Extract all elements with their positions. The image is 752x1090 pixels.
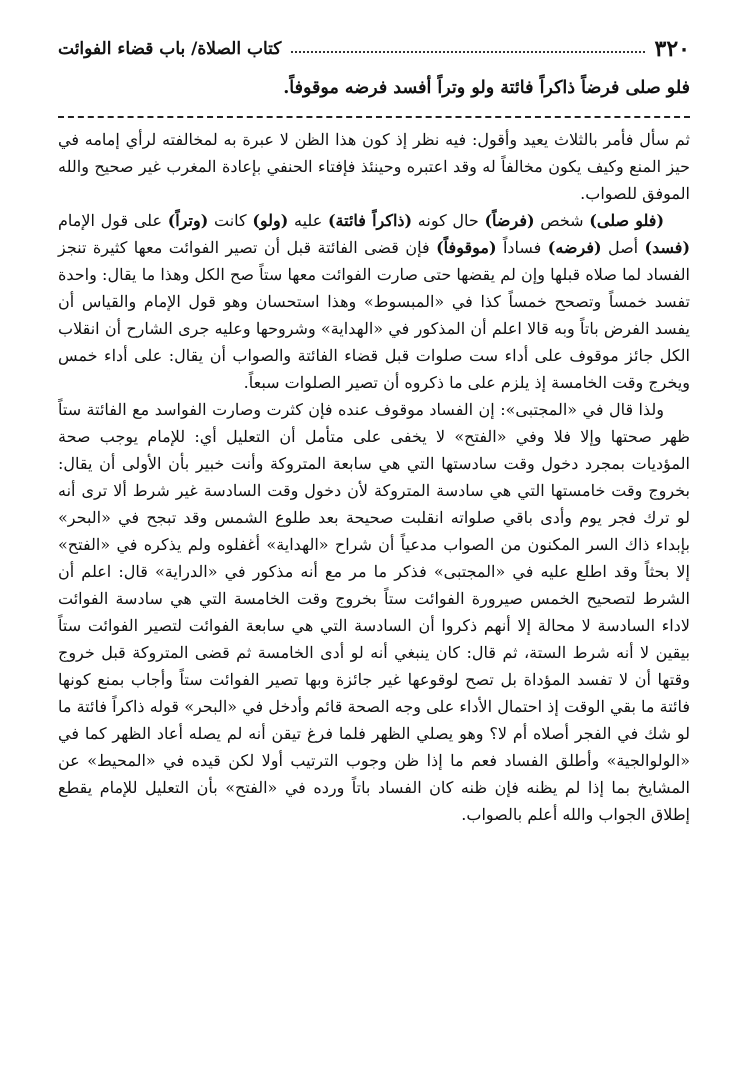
commentary-text: على قول الإمام (58, 211, 168, 230)
quoted-lemma: (موقوفاً) (436, 238, 497, 257)
quoted-lemma: (ذاكراً فائتة) (327, 211, 413, 230)
commentary-body (58, 126, 690, 828)
commentary-text: شخص (534, 211, 590, 230)
quoted-lemma: (وتراً) (167, 211, 209, 230)
dashed-separator (58, 116, 690, 118)
commentary-paragraph: ولذا قال في «المجتبى»: إن الفساد موقوف عنده فإن كثرت وصارت الفواسد مع الفائتة ستاً ظهر صحتها وإلا فلا وفي «الفتح» لا يخفى على متأمل أن التعليل أي: للإمام يوجب صحة المؤديات بمجرد دخول وقت سادستها التي هي سابعة المتروكة وأنت خبير بأن الأولى أن يقال: بخروج وقت خامستها التي هي سادسة المتروكة لأن دخول وقت السادسة غير شرط ألا ترى أنه لو ترك فجر يوم وأدى باقي صلواته انقلبت صحيحة بعد طلوع الشمس وقد تبجح في «البحر» بإبداء ذاك السر المكنون من الصواب مدعياً أن شراح «الهداية» أغفلوه ولم يذكره في «الفتح» إلا بحثاً وقد اطلع عليه في «المجتبى» فذكر ما مر مع أنه مذكور في «الدراية» قال: اعلم أن الشرط لتصحيح الخمس صيرورة الفوائت ستاً بخروج وقت الخامسة التي هي سادسة الفوائت لاداء السادسة لا محالة إلا أنهم ذكروا أن السادسة التي هي سابعة الفوائت لتصير الفوائت ستاً بيقين لا أنه شرط الستة، ثم قال: كان ينبغي أنه لو أدى الخامسة ثم قضى المتروكة قبل خروج وقتها أن لا تفسد المؤداة بل تصح لوقوعها غير جائزة وبها تصير الفوائت ستاً وأجاب بمنع كونها فائتة ما بقي الوقت إذ احتمال الأداء على وجه الصحة قائم وأدخل في «البحر» قوله ذاكراً فائتة ما لو شك في الفجر أصلاه أم لا؟ وهو يصلي الظهر فلما فرغ تيقن أنه لم يصله أعاد الظهر كما في «الولوالجية» وأطلق الفساد فعم ما إذا ظن وجوب الترتيب أولا لكن قيده في «المحيط» عن المشايخ بما إذا لم يظنه فإن ظنه كان الفساد باتاً ورده في «الفتح» بأن التعليل للإمام يقطع إطلاق الجواب والله أعلم بالصواب. (58, 400, 691, 824)
chapter-title: كتاب الصلاة/ باب قضاء الفوائت (58, 39, 282, 59)
quoted-lemma: (فرضاً) (484, 211, 535, 230)
running-header (58, 34, 690, 64)
commentary-text: فساداً (496, 238, 548, 257)
commentary-text: عليه (288, 211, 328, 230)
matn-text: فلو صلى فرضاً ذاكراً فائتة ولو وتراً أفسد فرضه موقوفاً. (283, 78, 690, 98)
page-number: ٣٢٠ (654, 36, 690, 62)
commentary-text: كانت (208, 211, 253, 230)
quoted-lemma: (فسد) (644, 238, 691, 257)
quoted-lemma: (فلو صلى) (589, 211, 665, 230)
commentary-text: حال كونه (412, 211, 485, 230)
commentary-paragraph: ثم سأل فأمر بالثلاث يعيد وأقول: فيه نظر إذ كون هذا الظن لا عبرة به لمخالفته لرأي إمامه في حيز المنع وكيف يكون مخالفاً له وقد اعتبره وحينئذ فإفتاء الحنفي بإعادة المغرب غير صحيح والله الموفق للصواب. (58, 130, 690, 203)
quoted-lemma: (فرضه) (547, 238, 602, 257)
commentary-text: أصل (601, 238, 645, 257)
commentary-paragraph (58, 207, 690, 396)
commentary-text: فإن قضى الفائتة قبل أن تصير الفوائت معها كثيرة تنجز الفساد لما صلاه قبلها وإن لم يقضها حتى صارت الفوائت معها ستاً صح الكل وهذا ما يقال: واحدة تفسد خمساً وتصحح خمساً كذا في «المبسوط» وهذا استحسان وهو قول الإمام والقياس أن يفسد الفرض باتاً وبه قالا اعلم أن المذكور في «الهداية» وشروحها وعليه جرى الشارح أن انقلاب الكل جائز موقوف على أداء ست صلوات قبل قضاء الفائتة والصواب أن يقال: على أداء خمس ويخرج وقت الخامسة إذ يلزم على ما ذكروه أن تصير الصلوات سبعاً. (58, 238, 691, 392)
header-dotted-leader (291, 51, 644, 53)
quoted-lemma: (ولو) (252, 211, 289, 230)
